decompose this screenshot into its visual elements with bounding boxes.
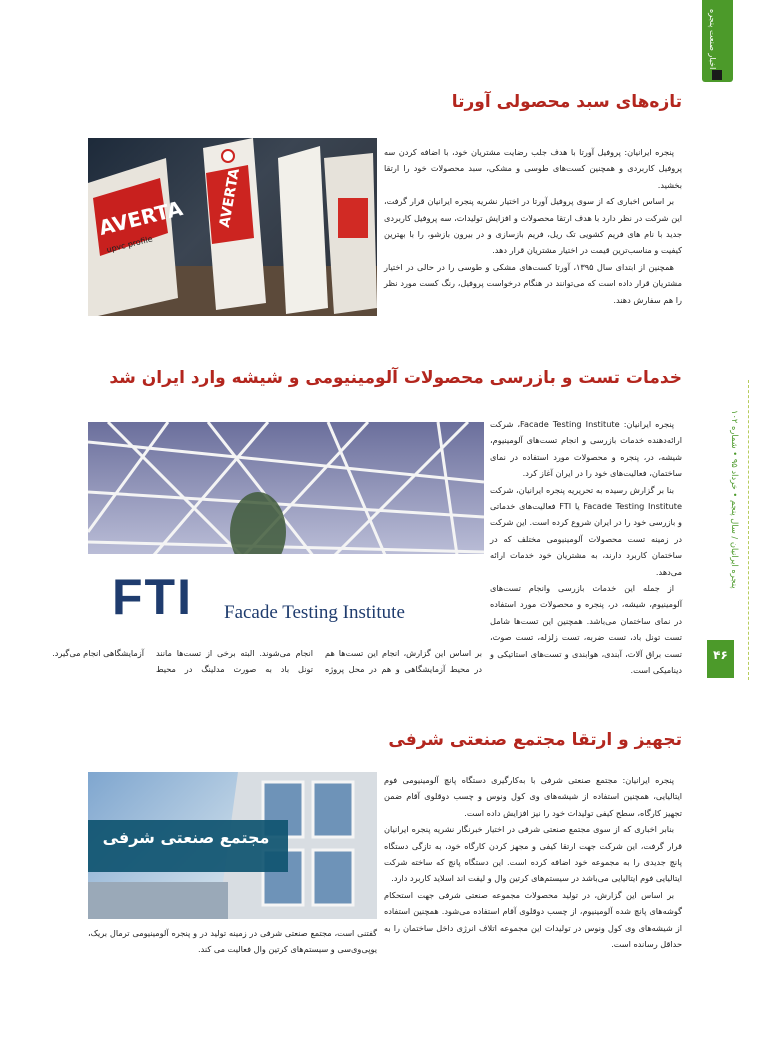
article-3-image (88, 772, 377, 919)
article-2-title: خدمات تست و بازرسی محصولات آلومینیومی و شیشه وارد ایران شد (109, 368, 682, 388)
article-2-body (490, 416, 682, 679)
article-1-para: همچنین از ابتدای سال ۱۳۹۵، آورتا کست‌های مشکی و طوسی را در حالی در اختیار مشتریان قرار داده است که می‌توانند در هنگام درخواست پروفیل، رنگ کست مورد نظر را هم سفارش دهند. (384, 261, 682, 305)
page-number: ۴۶ (713, 648, 728, 662)
averta-tagline: upvc profile (105, 234, 154, 255)
article-1-body (384, 144, 682, 308)
article-3-body (384, 772, 682, 952)
article-3-caption: گفتنی است، مجتمع صنعتی شرفی در زمینه تولید در و پنجره آلومینیومی ترمال بریک، یوپی‌وی‌سی و سیستم‌های کرتین وال فعالیت می کند. (88, 928, 377, 954)
article-2-para: بنا بر گزارش رسیده به تحریریه پنجره ایرانیان، شرکت Facade Testing Institute یا FTI فعالیت‌های خدماتی و بازرسی خود را در ایران شروع کرده است. این شرکت در زمینه تست محصولات آلومینیومی مختلف که در ساختمان کاربرد دارند، به مشتریان خود خدمات ارائه می‌دهد. (490, 484, 683, 577)
sharafi-overlay-text: مجتمع صنعتی شرفی (102, 828, 270, 847)
article-1-image (88, 138, 377, 316)
averta-brand-text-1: AVERTA (96, 196, 185, 240)
article-2-para: از جمله این خدمات بازرسی وانجام تست‌های آلومینیوم، شیشه، در، پنجره و محصولات مورد استفاده در نمای ساختمان می‌باشد. همچنین این تست‌ها شامل تست تونل باد، تست ضربه، تست زلزله، تست صوت، تست براق آلات، آبندی، هوابندی و تست‌های استاتیکی و دینامیکی است. (490, 583, 682, 676)
article-3-para: پنجره ایرانیان: مجتمع صنعتی شرفی با به‌کارگیری دستگاه پانچ آلومینیومی فوم ایتالیایی، همچنین استفاده از شیشه‌های وی کول ونوس و چسب دوقلوی آقام ضمن تجهیز کارگاه، سطح کیفی تولیدات خود را نیز افزایش داده است. (384, 775, 682, 818)
sidebar-divider (748, 380, 749, 680)
article-2-bottom-text: بر اساس این گزارش، انجام این تست‌ها هم در محیط آزمایشگاهی و هم در محل پروژه انجام می‌شوند. البته برخی از تست‌ها مانند تونل باد به صورت مدلینگ در محیط آزمایشگاهی انجام می‌گیرد. (52, 648, 482, 674)
section-tab-label: اخبار صنعت پنجره (708, 8, 717, 70)
magazine-info: پنجره ایرانیان / سال پنجم • خرداد ۹۵ • شماره ۱۰۲ (730, 410, 740, 589)
article-2-para: پنجره ایرانیان: Facade Testing Institute، شرکت ارائه‌دهنده خدمات بازرسی و انجام تست‌های آلومینیوم، شیشه، در، پنجره و محصولات مورد استفاده در نمای ساختمان، فعالیت‌های خود را در ایران آغاز کرد. (490, 419, 682, 479)
article-3-title: تجهیز و ارتقا مجتمع صنعتی شرفی (388, 730, 682, 750)
article-1-para: پنجره ایرانیان: پروفیل آورتا با هدف جلب رضایت مشتریان خود، با اضافه کردن سه پروفیل کاربردی و همچنین کست‌های طوسی و مشکی، سبد محصولات خود را ارتقا بخشید. (384, 147, 682, 190)
averta-brand-text-2: AVERTA (216, 167, 243, 229)
fti-logo-mark: FTI (112, 569, 193, 625)
article-1-para: بر اساس اخباری که از سوی پروفیل آورتا در اختیار نشریه پنجره ایرانیان قرار گرفت، این شرکت در نظر دارد با هدف ارتقا محصولات و افزایش تولیدات، سه پروفیل کاربردی جدید با نام های فریم کشویی تک ریل، فریم بازسازی و در بیرون بازشو، را با بهترین کیفیت و مناسب‌ترین قیمت در اختیار مشتریان قرار دهد. (384, 196, 682, 256)
article-1-title: تازه‌های سبد محصولی آورتا (451, 92, 682, 112)
section-tab-dot (712, 70, 722, 80)
article-3-para: بنابر اخباری که از سوی مجتمع صنعتی شرفی در اختیار خبرنگار نشریه پنجره ایرانیان قرار گرفت، این شرکت جهت ارتقا کیفی و مجهز کردن کارگاه خود، به تازگی دستگاه پانچ جدیدی را به مجموعه خود اضافه کرده است. این دستگاه پانچ که ساخته شرکت ایتالیایی فوم ایتالیایی می‌باشد در سیستم‌های کرتین وال و لیفت اند اسلاید کاربرد دارد. (384, 824, 682, 884)
article-2-image (88, 422, 484, 640)
article-3-para: بر اساس این گزارش، در تولید محصولات مجموعه صنعتی شرفی جهت استحکام گوشه‌های پانچ شده آلومینیوم، از چسب دوقلوی آقام استفاده می‌شود. همچنین استفاده از شیشه‌های وی کول ونوس در تولیدات این مجموعه اتلاف انرژی داخل ساختمان را به حداقل رسانده است. (384, 889, 682, 950)
fti-logo-name: Facade Testing Institute (224, 602, 405, 623)
